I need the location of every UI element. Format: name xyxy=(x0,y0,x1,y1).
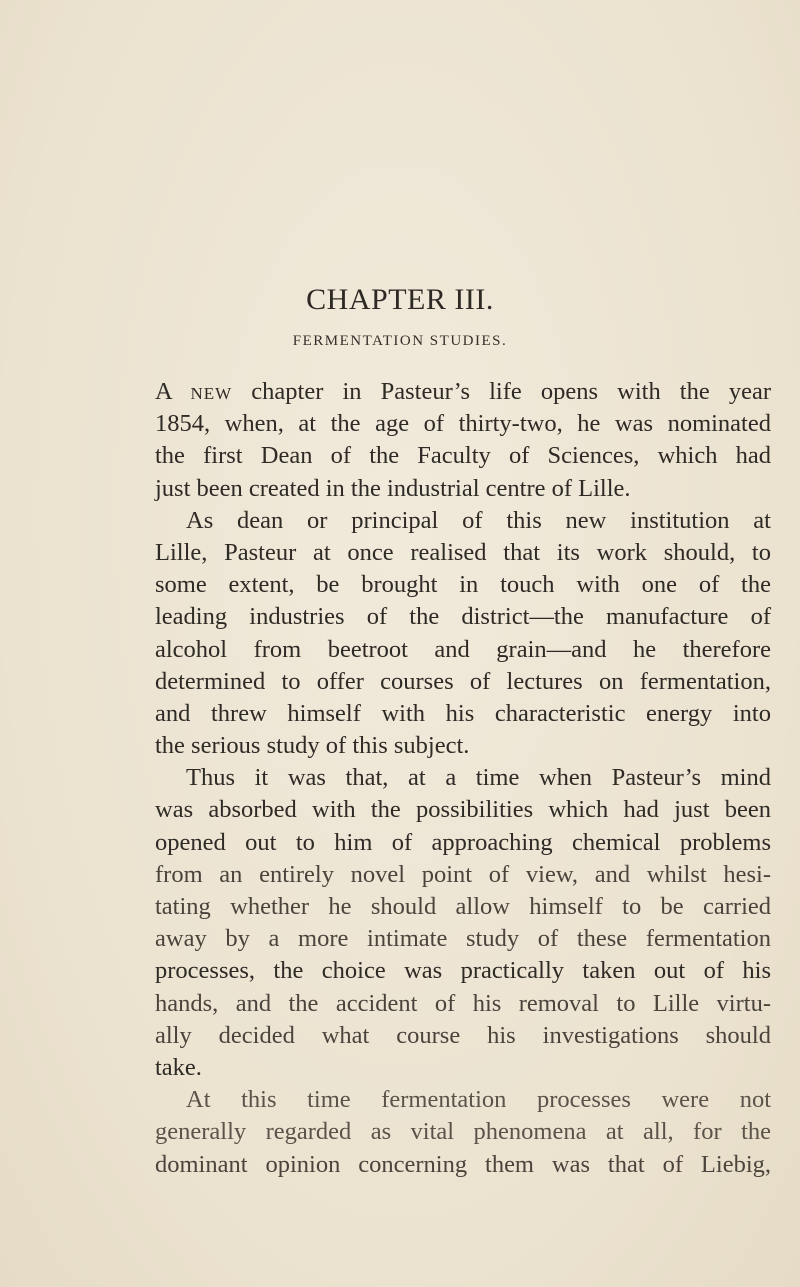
text-line: the first Dean of the Faculty of Sciences, which had xyxy=(155,442,771,470)
text-line: alcohol from beetroot and grain—and he therefore xyxy=(155,635,771,663)
text-line: and threw himself with his characteristic energy into xyxy=(155,699,771,727)
text-line: just been created in the industrial centre of Lille. xyxy=(155,474,631,502)
chapter-title: CHAPTER III. xyxy=(306,283,494,316)
paragraph-4-first-line: At this time fermentation processes were not xyxy=(186,1086,771,1114)
text-line: away by a more intimate study of these fermentation xyxy=(155,925,771,953)
body-text xyxy=(155,376,771,1181)
paragraph-2-first-line: As dean or principal of this new institution at xyxy=(186,506,771,534)
text-line: tating whether he should allow himself to be carried xyxy=(155,893,771,920)
text-line: the serious study of this subject. xyxy=(155,732,470,760)
paragraph-1-line-1 xyxy=(155,376,771,408)
opening-letter: A xyxy=(155,378,172,405)
text-line: some extent, be brought in touch with one of the xyxy=(155,571,771,599)
text-line: 1854, when, at the age of thirty-two, he was nominated xyxy=(155,410,771,438)
text-line: determined to offer courses of lectures on fermentation, xyxy=(155,667,771,695)
text-line: take. xyxy=(155,1053,202,1081)
paragraph-3-first-line: Thus it was that, at a time when Pasteur’s mind xyxy=(186,764,771,792)
text-line: generally regarded as vital phenomena at all, for the xyxy=(155,1118,771,1146)
text-line: processes, the choice was practically taken out of his xyxy=(155,957,771,985)
text-line: was absorbed with the possibilities which had just been xyxy=(155,796,771,824)
paragraph-1-line-1-rest: chapter in Pasteur’s life opens with the year xyxy=(251,378,771,405)
text-line: leading industries of the district—the manufacture of xyxy=(155,603,771,631)
text-line: ally decided what course his investigations should xyxy=(155,1021,771,1049)
text-line: Lille, Pasteur at once realised that its work should, to xyxy=(155,538,771,566)
text-line: opened out to him of approaching chemical problems xyxy=(155,828,771,856)
chapter-subtitle: FERMENTATION STUDIES. xyxy=(292,333,508,349)
text-line: from an entirely novel point of view, and whilst hesi- xyxy=(155,860,771,888)
text-line: hands, and the accident of his removal to Lille virtu- xyxy=(155,989,771,1017)
opening-smallcaps-word: new xyxy=(190,378,233,405)
text-line: dominant opinion concerning them was that of Liebig, xyxy=(155,1150,771,1178)
